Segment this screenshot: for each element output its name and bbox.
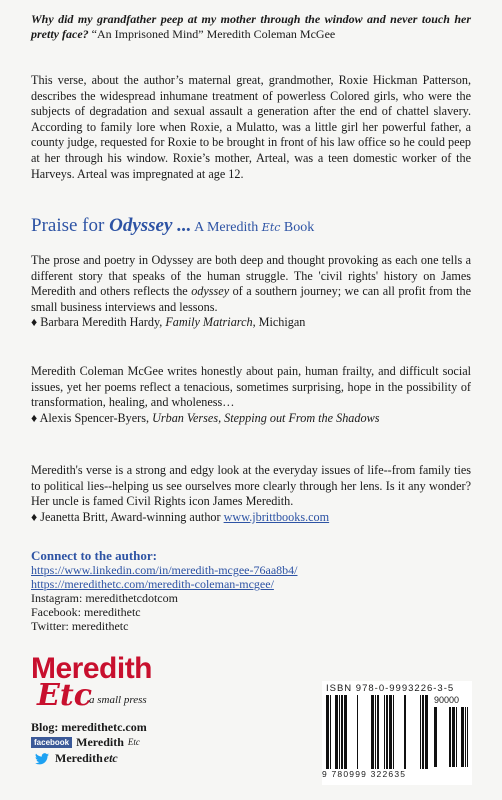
logo-fb-label: Meredith [76, 734, 124, 749]
quote-2-attribution [31, 411, 471, 427]
quote-1-em: odyssey [191, 284, 230, 299]
hook-line [31, 12, 471, 42]
linkedin-link[interactable]: https://www.linkedin.com/in/meredith-mcgee-76aa8b4/ [31, 563, 298, 577]
price-bars [434, 707, 468, 767]
praise-title: Odyssey ... [109, 215, 192, 236]
logo-etc: Etc [37, 678, 92, 713]
logo-facebook-row [31, 735, 140, 749]
quote-1-attribution [31, 315, 471, 331]
quote-1-text-a: The prose and poetry in Odyssey are both deep and thought provoking as each one tells a different story that speaks of the human struggle. The 'civil rights' history on James Meredith and others reflects the [31, 253, 471, 299]
quote-1-attr-title: Family Matriarch [165, 315, 253, 330]
facebook-line: Facebook: meredithetc [31, 605, 141, 619]
instagram-line: Instagram: meredithetcdotcom [31, 591, 178, 605]
quote-1 [31, 253, 471, 331]
quote-2-attr-title: Urban Verses, Stepping out From the Shadows [152, 410, 380, 425]
isbn-text: ISBN 978-0-9993226-3-5 [326, 683, 455, 694]
quote-3 [31, 463, 471, 525]
verse-paragraph: This verse, about the author’s maternal great, grandmother, Roxie Hickman Patterson, describes the widespread inhumane treatment of powerless Colored girls, who were the subjects of degradation and sexual assault a generation after the end of chattel slavery. According to family lore when Roxie, a Mulatto, was a little girl her powerful father, a county judge, requested for Roxie to be brought in front of his law office so he could peep at her through his window. Roxie’s mother, Arteal, was a teen domestic worker of the Harveys. Arteal was impregnated at age 12. [31, 73, 471, 181]
quote-3-attr-name: ♦ Jeanetta Britt, Award-winning author [31, 509, 224, 524]
quote-1-attr-place: , Michigan [252, 315, 306, 330]
isbn-barcode [322, 681, 472, 785]
barcode-digits: 9 780999 322635 [322, 769, 407, 779]
quote-2-text: Meredith Coleman McGee writes honestly about pain, human frailty, and difficult social issues, yet her poems reflect a tenacious, sometimes surprising, hope in the possibility of transformation, healing, and wholeness… [31, 364, 471, 410]
price-code: 90000 [434, 695, 460, 705]
quote-2-attr-name: ♦ Alexis Spencer-Byers, [31, 410, 153, 425]
logo-blog: Blog: meredithetc.com [31, 720, 147, 734]
praise-suffix-a: A Meredith [191, 220, 262, 235]
quote-1-text-b: of a southern journey; we can all profit from the small business interviews and lessons. [31, 284, 471, 314]
twitter-bird-icon [35, 753, 49, 765]
facebook-icon: facebook [31, 737, 72, 748]
praise-etc: Etc [261, 221, 281, 234]
logo-twitter-row [35, 751, 118, 766]
quote-2 [31, 364, 471, 426]
praise-suffix-b: Book [280, 220, 315, 235]
quote-1-attr-name: ♦ Barbara Meredith Hardy, [31, 315, 166, 330]
twitter-line: Twitter: meredithetc [31, 619, 129, 633]
jbrittbooks-link[interactable]: www.jbrittbooks.com [223, 509, 330, 524]
logo-tw-label: Meredith [55, 751, 103, 765]
logo-press: a small press [89, 694, 147, 706]
quote-3-attribution [31, 510, 471, 526]
connect-section [31, 549, 471, 633]
publisher-logo [31, 653, 241, 788]
logo-tw-etc: etc [103, 751, 118, 765]
quote-3-text: Meredith's verse is a strong and edgy look at the everyday issues of life--from family ties to political lies--helping us see ourselves more clearly through her lens. Is it any wonder? Her uncle is famed Civil Rights icon James Meredith. [31, 463, 471, 509]
logo-name: Meredith [31, 652, 153, 685]
praise-heading [31, 215, 481, 239]
website-link[interactable]: https://meredithetc.com/meredith-coleman-mcgee/ [31, 577, 274, 591]
logo-fb-etc: Etc [127, 737, 140, 747]
hook-question: Why did my grandfather peep at my mother through the window and never touch her pretty face? [31, 12, 471, 41]
barcode-bars [326, 695, 430, 769]
hook-source: “An Imprisoned Mind” Meredith Coleman McGee [88, 27, 336, 41]
connect-heading: Connect to the author: [31, 548, 158, 563]
praise-prefix: Praise for [31, 215, 110, 236]
